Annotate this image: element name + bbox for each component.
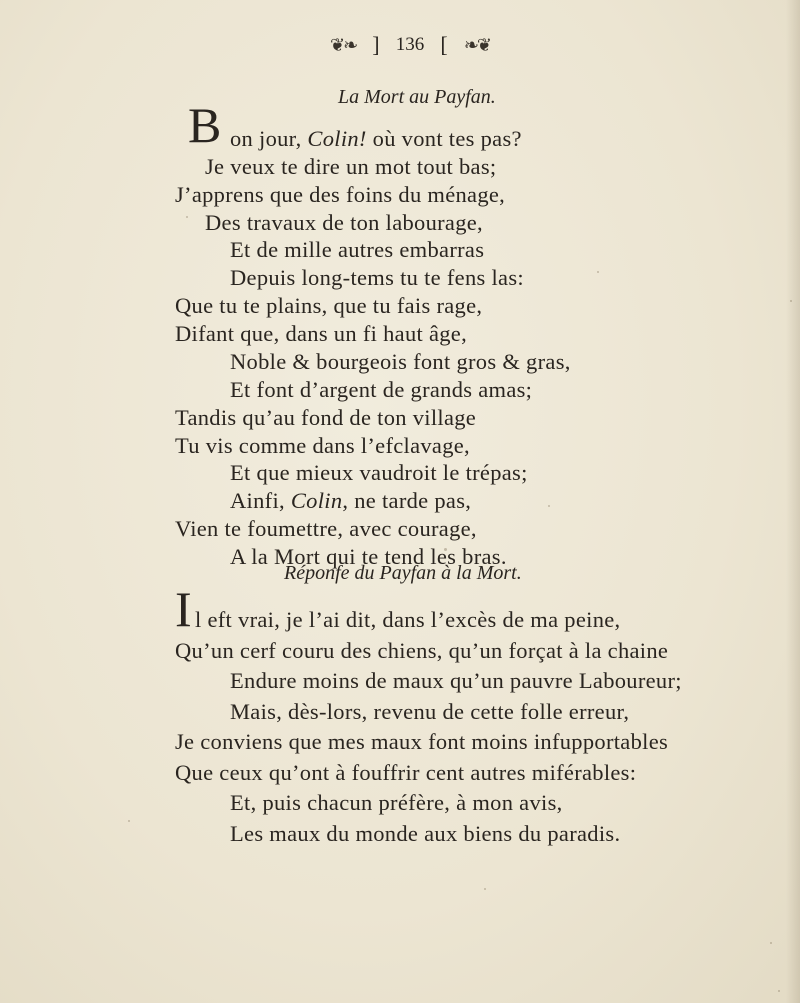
- poem-1-line-4: Des travaux de ton labourage,: [205, 210, 483, 235]
- poem-1-line-6: Depuis long-tems tu te fens las:: [230, 265, 524, 290]
- poem-1-line-13: Et que mieux vaudroit le trépas;: [230, 460, 528, 485]
- bracket-right: [: [440, 32, 448, 57]
- poem-1-line-7: Que tu te plains, que tu fais rage,: [175, 293, 483, 318]
- paper-speck: [548, 505, 550, 507]
- poem-1-line-5: Et de mille autres embarras: [230, 237, 485, 262]
- poem-1-line-12: Tu vis comme dans l’efclavage,: [175, 433, 470, 458]
- paper-speck: [444, 548, 447, 551]
- poem-2-line-6: Que ceux qu’ont à fouffrir cent autres miférables:: [175, 760, 637, 785]
- bracket-left: ]: [372, 32, 380, 57]
- poem-1-line-8: Difant que, dans un fi haut âge,: [175, 321, 468, 346]
- paper-speck: [484, 888, 486, 890]
- poem-1-dropcap: B: [188, 97, 222, 153]
- ornament-right-icon: ❧❦: [463, 34, 490, 55]
- poem-1-line-9: Noble & bourgeois font gros & gras,: [230, 349, 571, 374]
- paper-speck: [790, 300, 792, 302]
- poem-2-line-2: Qu’un cerf couru des chiens, qu’un forçat à la chaine: [175, 638, 669, 663]
- poem-1-line-11: Tandis qu’au fond de ton village: [175, 405, 477, 430]
- poem-2-line-5: Je conviens que mes maux font moins infupportables: [175, 729, 669, 754]
- page-number: 136: [395, 34, 425, 55]
- page-edge-shadow: [786, 0, 800, 1003]
- poem-1-line-2: Je veux te dire un mot tout bas;: [205, 154, 497, 179]
- poem-1-line-3: J’apprens que des foins du ménage,: [175, 182, 506, 207]
- poem-2-line-1: l eft vrai, je l’ai dit, dans l’excès de ma peine,: [195, 607, 621, 632]
- poem-2-title: Réponfe du Payfan à la Mort.: [284, 562, 522, 584]
- poem-1-title: La Mort au Payfan.: [338, 86, 496, 108]
- poem-1-line-16: A la Mort qui te tend les bras.: [230, 544, 507, 569]
- paper-speck: [128, 820, 130, 822]
- poem-1-line-14: Ainfi, Colin, ne tarde pas,: [230, 488, 472, 513]
- poem-1-line-15: Vien te foumettre, avec courage,: [175, 516, 477, 541]
- paper-speck: [186, 216, 188, 218]
- running-head: [330, 30, 490, 60]
- paper-speck: [778, 990, 780, 992]
- poem-2-line-3: Endure moins de maux qu’un pauvre Laboureur;: [230, 668, 682, 693]
- paper-speck: [597, 271, 599, 273]
- poem-2-line-7: Et, puis chacun préfère, à mon avis,: [230, 790, 563, 815]
- poem-2-line-4: Mais, dès-lors, revenu de cette folle erreur,: [230, 699, 630, 724]
- poem-1-line-1: on jour, Colin! où vont tes pas?: [230, 126, 522, 151]
- poem-1-line-10: Et font d’argent de grands amas;: [230, 377, 533, 402]
- poem-2-line-8: Les maux du monde aux biens du paradis.: [230, 821, 621, 846]
- ornament-left-icon: ❦❧: [330, 34, 357, 55]
- paper-speck: [770, 942, 772, 944]
- poem-2-dropcap: I: [175, 581, 192, 637]
